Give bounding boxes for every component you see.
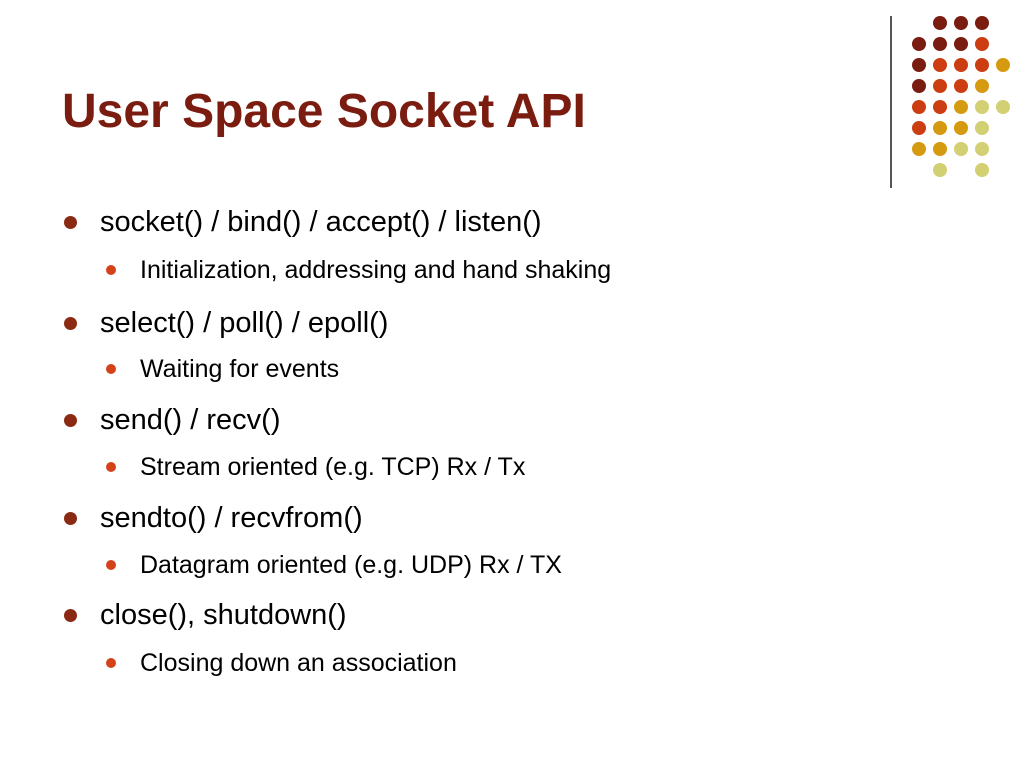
decorative-dot xyxy=(954,58,968,72)
decorative-dot xyxy=(975,16,989,30)
decorative-dot xyxy=(912,121,926,135)
sub-bullet-marker xyxy=(106,265,116,275)
sub-bullet-item xyxy=(140,355,339,383)
bullet-marker xyxy=(64,317,77,330)
sub-bullet-item xyxy=(140,551,562,579)
bullet-text: close(), shutdown() xyxy=(100,599,347,631)
sub-bullet-item xyxy=(140,649,457,677)
decorative-dot xyxy=(912,79,926,93)
bullet-item xyxy=(100,307,388,339)
decorative-dot xyxy=(933,16,947,30)
bullet-item xyxy=(100,599,347,631)
sub-bullet-marker xyxy=(106,560,116,570)
decorative-dot xyxy=(975,37,989,51)
decorative-dot xyxy=(975,121,989,135)
decorative-dot xyxy=(975,58,989,72)
decorative-dot xyxy=(975,163,989,177)
sub-bullet-text: Stream oriented (e.g. TCP) Rx / Tx xyxy=(140,453,526,481)
bullet-item xyxy=(100,206,542,238)
bullet-marker xyxy=(64,512,77,525)
sub-bullet-item xyxy=(140,453,525,481)
decorative-dot xyxy=(912,37,926,51)
decorative-dot xyxy=(954,100,968,114)
decorative-dot xyxy=(954,142,968,156)
bullet-text: sendto() / recvfrom() xyxy=(100,502,363,534)
sub-bullet-text: Datagram oriented (e.g. UDP) Rx / TX xyxy=(140,551,562,579)
decorative-divider xyxy=(890,16,892,188)
bullet-marker xyxy=(64,414,77,427)
decorative-dot xyxy=(954,37,968,51)
decorative-dot xyxy=(954,121,968,135)
decorative-dot xyxy=(933,142,947,156)
decorative-dot xyxy=(933,100,947,114)
bullet-item xyxy=(100,502,363,534)
decorative-dot xyxy=(933,121,947,135)
decorative-dot xyxy=(975,100,989,114)
decorative-dot xyxy=(975,142,989,156)
decorative-dot xyxy=(933,163,947,177)
bullet-text: socket() / bind() / accept() / listen() xyxy=(100,206,542,238)
decorative-dot xyxy=(912,100,926,114)
decorative-dot xyxy=(996,100,1010,114)
decorative-dot xyxy=(954,79,968,93)
decorative-dot xyxy=(975,79,989,93)
sub-bullet-marker xyxy=(106,462,116,472)
decorative-dot xyxy=(933,58,947,72)
bullet-marker xyxy=(64,216,77,229)
sub-bullet-text: Waiting for events xyxy=(140,355,340,383)
decorative-dot xyxy=(912,58,926,72)
slide-title: User Space Socket API xyxy=(62,85,586,138)
decorative-dot xyxy=(996,58,1010,72)
sub-bullet-item xyxy=(140,256,611,284)
bullet-item xyxy=(100,404,280,436)
decorative-dot xyxy=(912,142,926,156)
sub-bullet-marker xyxy=(106,364,116,374)
sub-bullet-text: Closing down an association xyxy=(140,649,457,677)
bullet-marker xyxy=(64,609,77,622)
decorative-dot xyxy=(954,16,968,30)
sub-bullet-text: Initialization, addressing and hand shaking xyxy=(140,256,612,284)
bullet-text: select() / poll() / epoll() xyxy=(100,307,389,339)
sub-bullet-marker xyxy=(106,658,116,668)
decorative-dot xyxy=(933,37,947,51)
decorative-dot xyxy=(933,79,947,93)
bullet-text: send() / recv() xyxy=(100,404,281,436)
